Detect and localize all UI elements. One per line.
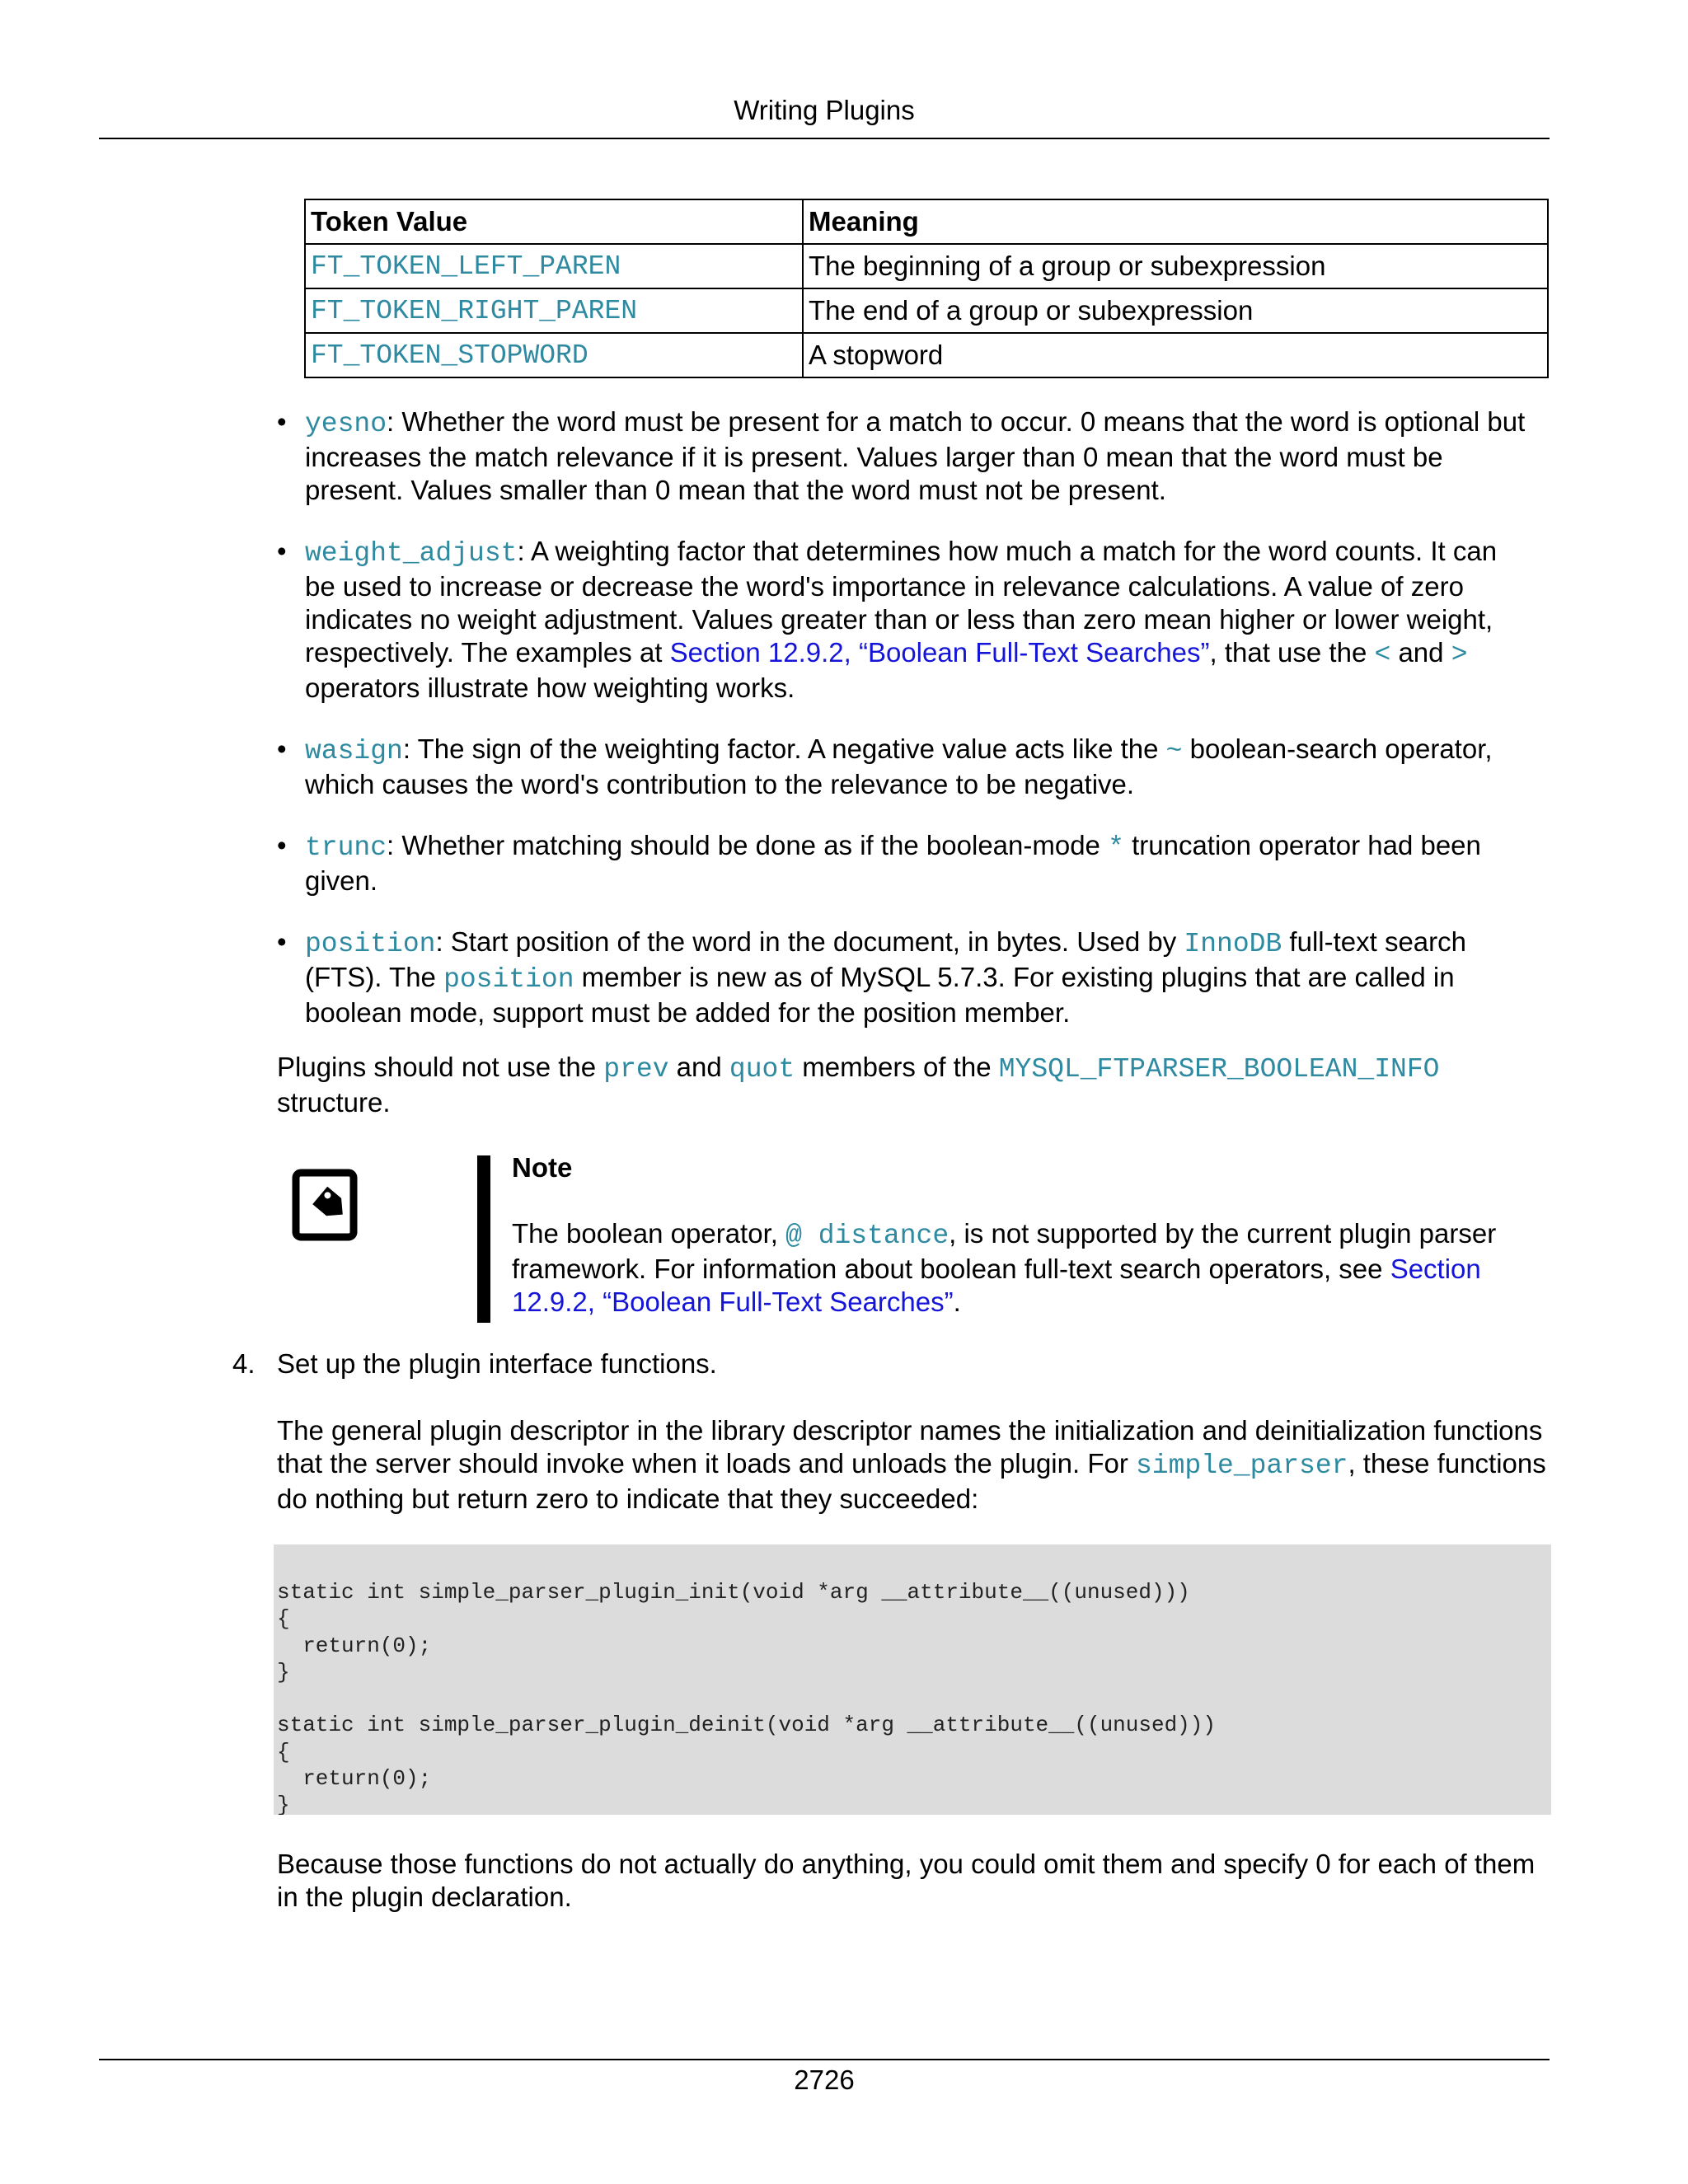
- bullet-text: and: [1390, 637, 1451, 668]
- boolean-searches-link[interactable]: Section 12.9.2, “Boolean Full-Text Searches”: [512, 1254, 1481, 1317]
- table-row: [305, 333, 1548, 377]
- bullet-text: : Start position of the word in the document, in bytes. Used by: [435, 926, 1184, 957]
- tilde-operator[interactable]: ~: [1165, 736, 1183, 766]
- member-name-quot: quot: [729, 1054, 795, 1085]
- bullet-text: truncation operator had been given.: [305, 830, 1481, 896]
- note-title: Note: [512, 1152, 573, 1183]
- step-number: 4.: [232, 1348, 256, 1379]
- note-text: The boolean operator,: [512, 1218, 786, 1249]
- token-cell: FT_TOKEN_LEFT_PAREN: [305, 244, 803, 288]
- paragraph-text: Plugins should not use the: [277, 1052, 604, 1082]
- page-number: 2726: [794, 2064, 855, 2095]
- bullet-trunc: [277, 829, 1530, 898]
- meaning-cell: The end of a group or subexpression: [803, 288, 1548, 333]
- bullet-text: , that use the: [1209, 637, 1375, 668]
- note-body: [512, 1217, 1542, 1319]
- bullet-text: operators illustrate how weighting works.: [305, 673, 795, 703]
- bullet-yesno: [277, 405, 1530, 507]
- note-tag-icon: [292, 1169, 364, 1241]
- less-than-operator[interactable]: <: [1374, 640, 1391, 670]
- column-header-token-value: Token Value: [305, 199, 803, 244]
- step-paragraph: [277, 1414, 1546, 1516]
- closing-paragraph: Because those functions do not actually do anything, you could omit them and specify 0 for each of them in the plugin declaration.: [277, 1849, 1536, 1912]
- bullet-text: boolean-search operator, which causes the word's contribution to the relevance to be negative.: [305, 733, 1493, 799]
- bullet-text: : Whether matching should be done as if the boolean-mode: [387, 830, 1109, 860]
- page-header: Writing Plugins: [734, 95, 915, 125]
- boolean-searches-link[interactable]: Section 12.9.2, “Boolean Full-Text Searches”: [669, 637, 1210, 668]
- simple-parser-term: simple_parser: [1135, 1451, 1348, 1481]
- member-name-position-inline: position: [443, 964, 574, 995]
- paragraph-text: The general plugin descriptor in the library descriptor names the initialization and deinitialization functions that the server should invoke when it loads and unloads the plugin. For: [277, 1415, 1543, 1479]
- paragraph-text: and: [668, 1052, 729, 1082]
- bullet-text: : The sign of the weighting factor. A negative value acts like the: [402, 733, 1166, 764]
- bullet-text: full-text search (FTS). The: [305, 926, 1466, 992]
- bullet-text: : Whether the word must be present for a match to occur. 0 means that the word is optional but increases the match relevance if it is present. Values larger than 0 mean that the word must be present. Values smaller than 0 mean that the word must not be present.: [305, 406, 1526, 505]
- distance-operator[interactable]: @ distance: [785, 1221, 950, 1251]
- meaning-cell: A stopword: [803, 333, 1548, 377]
- token-table: [304, 199, 1549, 378]
- bullet-wasign: [277, 733, 1530, 801]
- bullet-position: [277, 926, 1530, 1029]
- header-divider: [99, 138, 1550, 139]
- bullet-text: : A weighting factor that determines how much a match for the word counts. It can be used to increase or decrease the word's importance in relevance calculations. A value of zero indicates no weight adjustment. Values greater than or less than zero mean higher or lower weight, respectively. The examples at: [305, 536, 1498, 668]
- footer-divider: [99, 2059, 1550, 2060]
- member-name-weight-adjust: weight_adjust: [305, 538, 518, 569]
- table-row: [305, 288, 1548, 333]
- column-header-meaning: Meaning: [803, 199, 1548, 244]
- asterisk-operator[interactable]: *: [1108, 832, 1124, 863]
- table-row: [305, 244, 1548, 288]
- member-name-prev: prev: [603, 1054, 669, 1085]
- code-block: static int simple_parser_plugin_init(void *arg __attribute__((unused))) { return(0); } static int simple_parser_plugin_deinit(void *arg __attribute__((unused))) { return(0); }: [274, 1544, 1551, 1815]
- plugins-paragraph: [277, 1051, 1546, 1119]
- member-name-wasign: wasign: [305, 736, 403, 766]
- struct-name[interactable]: MYSQL_FTPARSER_BOOLEAN_INFO: [998, 1054, 1440, 1085]
- member-bullet-list: [277, 405, 1530, 1057]
- member-name-yesno: yesno: [305, 409, 387, 439]
- innodb-term[interactable]: InnoDB: [1184, 929, 1282, 959]
- greater-than-operator[interactable]: >: [1451, 640, 1468, 670]
- note-bar: [477, 1155, 490, 1323]
- note-text: .: [953, 1286, 961, 1317]
- member-name-trunc: trunc: [305, 832, 387, 863]
- bullet-text: member is new as of MySQL 5.7.3. For existing plugins that are called in boolean mode, support must be added for the position member.: [305, 962, 1455, 1028]
- paragraph-text: , these functions do nothing but return zero to indicate that they succeeded:: [277, 1448, 1546, 1514]
- token-cell: FT_TOKEN_RIGHT_PAREN: [305, 288, 803, 333]
- token-cell: FT_TOKEN_STOPWORD: [305, 333, 803, 377]
- note-content: [512, 1151, 1542, 1319]
- note-text: , is not supported by the current plugin parser framework. For information about boolean full-text search operators, see: [512, 1218, 1497, 1284]
- meaning-cell: The beginning of a group or subexpression: [803, 244, 1548, 288]
- bullet-weight-adjust: [277, 535, 1530, 705]
- table-header-row: [305, 199, 1548, 244]
- paragraph-text: structure.: [277, 1087, 391, 1118]
- member-name-position: position: [305, 929, 436, 959]
- paragraph-text: members of the: [795, 1052, 999, 1082]
- step-title: Set up the plugin interface functions.: [277, 1348, 717, 1379]
